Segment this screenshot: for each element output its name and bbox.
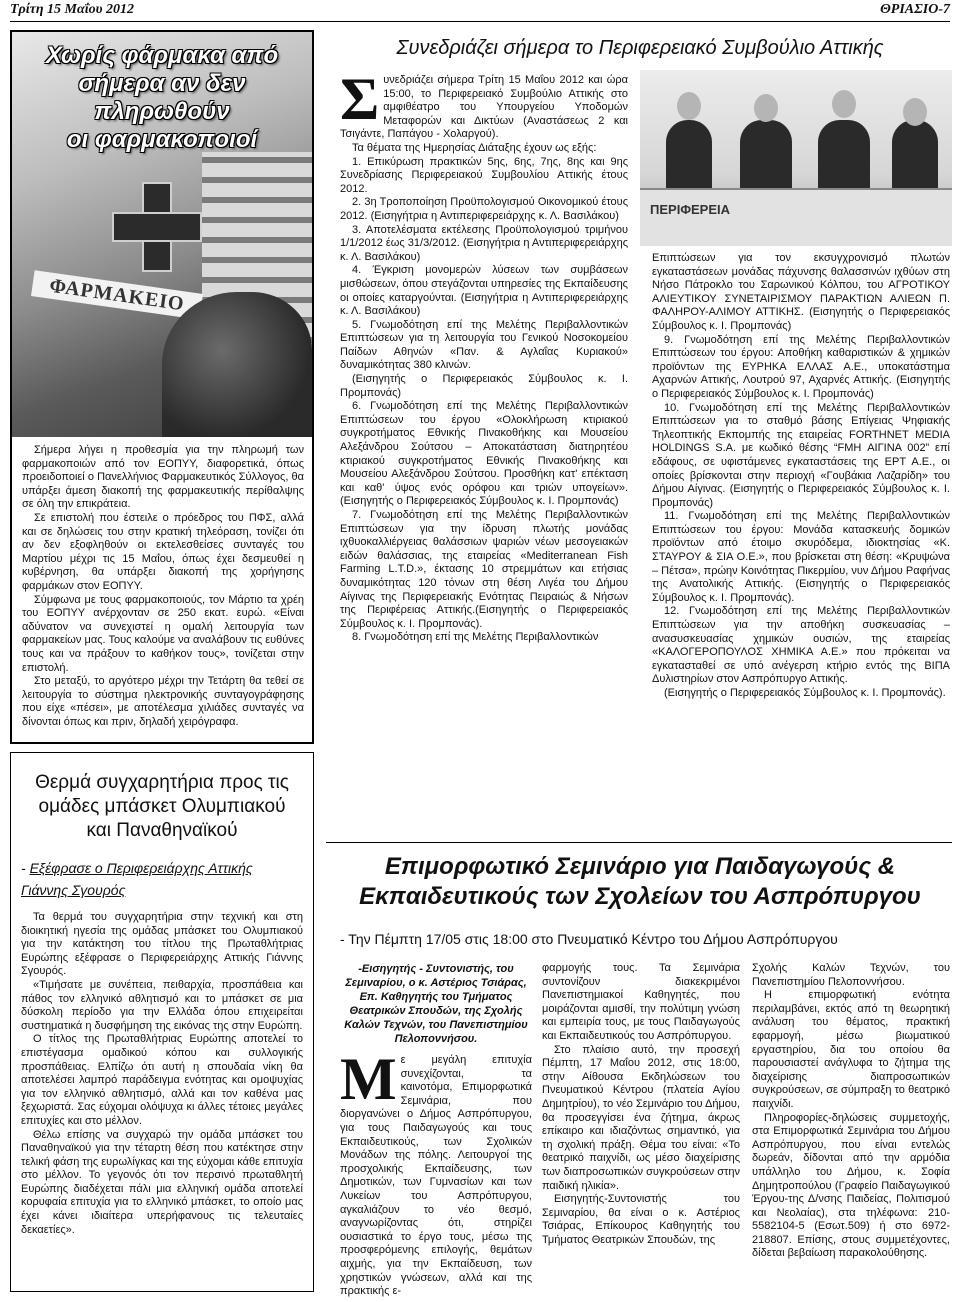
pharmacy-body xyxy=(22,444,304,729)
pharmacy-headline: Χωρίς φάρμακα από σήμερα αν δεν πληρωθούν οι φαρμακοποιοί xyxy=(45,42,279,153)
paragraph: Θέλω επίσης να συγχαρώ την ομάδα μπάσκετ του Παναθηναϊκού για την τέταρτη θέση που κατέκτησε στην τελική φάση της ευρωλίγκας και της εύχομαι κάθε επιτυχία στο μέλλον. Το γεγονός ότι τον περσινό πρωταθλητή Ευρώπης διαδέχεται πάλι μια ελληνική ομάδα αποτελεί κορυφαία επιτυχία για το ελληνικό μπάσκετ, το οποίο μας έχει κάνει ιδιαίτερα υπερήφανους τις τελευταίες δεκαετίες». xyxy=(21,1128,303,1236)
paragraph: 2. 3η Τροποποίηση Προϋπολογισμού Οικονομικού έτους 2012. (Εισηγήτρια η Αντιπεριφερειάρχης κ. Λ. Βασιλάκου) xyxy=(340,196,628,222)
paragraph: 7. Γνωμοδότηση επί της Μελέτης Περιβαλλοντικών Επιπτώσεων για την ίδρυση πλωτής μονάδας ιχθυοκαλλιέργειας θαλάσσιων ψαριών νέων μεσογειακών ειδών θαλάσσιας, της εταιρείας «Mediterranean Fish Farming L.T.D.», έκτασης 10 στρεμμάτων και ετήσιας δυναμικότητας 120 τόνων στη θέση Λιγέα του Δήμου Αίγινας της Περιφερειακής Ενότητας Πειραιώς & Νήσων της Περιφέρειας Αττικής.(Εισηγητής ο Περιφερειακός Σύμβουλος κ. Ι. Προμπονάς). xyxy=(340,509,628,630)
paragraph: 12. Γνωμοδότηση επί της Μελέτης Περιβαλλοντικών Επιπτώσεων για την αποθήκη συσκευασίας – ανασυσκευασίας χημικών ουσιών, της εταιρείας «ΚΑΛΟΓΕΡΟΠΟΥΛΟΣ ΧΗΜΙΚΑ Α.Ε.» που πρόκειται να εγκατασταθεί σε υπό ανέγερση κτήριο εντός της ΒΙΠΑ Δυλιστηρίων στον Ασπρόπυργο Αττικής. xyxy=(652,605,950,686)
council-opening: Συνεδριάζει σήμερα Τρίτη 15 Μαΐου 2012 και ώρα 15:00, το Περιφερειακό Συμβούλιο Αττικής στο αμφιθέατρο του Υπουργείου Υποδομών Μεταφορών και Δικτύων (Αναστάσεως 2 και Τσιγάντε, Παπάγου - Χολαργού). xyxy=(340,66,628,141)
paragraph: 8. Γνωμοδότηση επί της Μελέτης Περιβαλλοντικών xyxy=(352,631,599,644)
basketball-headline: Θερμά συγχαρητήρια προς τις ομάδες μπάσκετ Ολυμπιακού και Παναθηναϊκού xyxy=(35,772,289,841)
seminar-column-3 xyxy=(752,962,950,1261)
paragraph: 10. Γνωμοδότηση επί της Μελέτης Περιβαλλοντικών Επιπτώσεων για το σταθμό βάσης Επίγειας Ψηφιακής Τηλεοπτικής Εκπομπής της εταιρείας FORTHNET MEDIA HOLDINGS S.A. με κωδικό θέσης “FMH ΑΙΓΙΝΑ 002” επί εδάφους, σε υφιστάμενες εγκαταστάσεις της ΕΡΤ Α.Ε., οι οποίες βρίσκονται στην περιοχή «Γουβάκια Λαζαρίδη» του Δήμου Αίγινας. (Εισηγητής ο Περιφερειακός Σύμβουλος κ. Ι. Προμπονάς) xyxy=(652,401,950,509)
page-header xyxy=(10,0,950,22)
paragraph: Εισηγητής-Συντονιστής του Σεμιναρίου, θα είναι ο κ. Αστέριος Τσιάρας, Επίκουρος Καθηγητής του Τμήματος Θεατρικών Σπουδών, της xyxy=(542,1193,740,1246)
section-divider xyxy=(326,842,952,843)
seminar-column-1 xyxy=(340,962,532,1299)
paragraph: «Τιμήσατε με συνέπεια, πειθαρχία, προσπάθεια και πάθος τον ελληνικό αθλητισμό και το μπάσκετ σε μια δύσκολη περίοδο για την Ελλάδα όπου επιχειρείται συστηματικά η δυσφήμηση της εικόνας της στην Ευρώπη. xyxy=(21,978,303,1032)
basketball-body xyxy=(21,911,303,1237)
photo-banner-text: ΠΕΡΙΦΕΡΕΙΑ xyxy=(650,202,731,217)
paragraph: 4. Έγκριση μονομερών λύσεων των συμβάσεων μισθώσεων, όπου στεγάζονται υπηρεσίες της Εκπαίδευσης οι οποίες καταργούνται. (Εισηγήτρια η Αντιπεριφερειάρχης κ. Λ. Βασιλάκου) xyxy=(340,264,628,318)
paragraph: Τα θερμά του συγχαρητήρια στην τεχνική και στη διοικητική ηγεσία της ομάδας μπάσκετ του Ολυμπιακού για την κατάκτηση του τίτλου της Πρωταθλήτριας Ευρώπης εξέφρασε ο Περιφερειάρχης Αττικής Γιάννης Σγουρός. xyxy=(21,911,303,978)
council-column-2 xyxy=(652,252,950,701)
tree-image xyxy=(162,292,312,437)
paragraph: φαρμογής τους. Τα Σεμινάρια συντονίζουν διακεκριμένοι Πανεπιστημιακοί Καθηγητές, που μοιράζονται αμισθί, την πολύτιμη γνώση και εμπειρία τους, με τους Παιδαγωγούς και Εκπαιδευτικούς του Ασπρόπυργου. xyxy=(542,962,740,1042)
paragraph: (Εισηγητής ο Περιφερειακός Σύμβουλος κ. Ι. Προμπονάς) xyxy=(340,373,628,399)
paragraph: (Εισηγητής ο Περιφερειακός Σύμβουλος κ. Ι. Προμπονάς). xyxy=(664,687,946,699)
basketball-subheadline: - Εξέφρασε ο Περιφερειάρχης Αττικής Γιάννης Σγουρός xyxy=(21,860,253,898)
paragraph: Σήμερα λήγει η προθεσμία για την πληρωμή των φαρμακοποιών από τον ΕΟΠΥΥ, διαφορετικά, όπως προειδοποιεί ο Πανελλήνιος Φαρμακευτικός Σύλλογος, θα υπάρξει άμεση διακοπή της φαρμακευτικής περίθαλψης σε όλη την επικράτεια. xyxy=(22,444,304,511)
paragraph: 11. Γνωμοδότηση επί της Μελέτης Περιβαλλοντικών Επιπτώσεων του έργου: Μονάδα κατασκευής δομικών προϊόντων από έτοιμο σκυρόδεμα, ιδιοκτησίας «Κ. ΣΤΑΥΡΟΥ & ΣΙΑ Ο.Ε.», που βρίσκεται στη θέση: «Κρυψώνα – Πέτσα», πρώην Κοινότητας Πικερμίου, νυν Δήμου Ραφήνας της Ανατολικής Αττικής. (Εισηγητής ο Περιφερειακός Σύμβουλος κ. Ι. Προμπονάς). xyxy=(652,510,950,604)
paragraph: Τα θέματα της Ημερησίας Διάταξης έχουν ως εξής: xyxy=(352,141,597,154)
dropcap: Σ xyxy=(340,66,380,132)
paragraph: 5. Γνωμοδότηση επί της Μελέτης Περιβαλλοντικών Επιπτώσεων για τη λειτουργία του Γενικού Νοσοκομείου Παίδων Αθηνών «Παν. & Αγλαΐας Κυριακού» δυναμικότητας 380 κλινών. xyxy=(340,318,628,372)
council-photo xyxy=(640,70,952,246)
paragraph: Σε επιστολή που έστειλε ο πρόεδρος του ΠΦΣ, αλλά και σε δηλώσεις του στην κρατική τηλεόραση, τονίζει ότι αν δεν εξοφληθούν οι εκτελεσθείσες συνταγές του Μαρτίου μέχρι τις 15 Μαΐου, όπως έχει δεσμευθεί η κυβέρνηση, θα υπάρξει διακοπή της χορήγησης φαρμάκων στον ΕΟΠΥΥ. xyxy=(22,511,304,592)
paragraph: 9. Γνωμοδότηση επί της Μελέτης Περιβαλλοντικών Επιπτώσεων του έργου: Αποθήκη καθαριστικών & χημικών προϊόντων της ΕΥΡΗΚΑ ΕΛΛΑΣ Α.Ε., υποκατάστημα Αχαρνών Αττικής, Λουτρού 97, Αχαρνές Αττικής. (Εισηγητής ο Περιφερειακός Σύμβουλος κ. Ι. Προμπονάς) xyxy=(652,333,950,400)
paragraph: Σύμφωνα με τους φαρμακοποιούς, τον Μάρτιο τα χρέη του ΕΟΠΥΥ ανέρχονταν σε 250 εκατ. ευρώ. «Είναι αδύνατον να συνεχιστεί η ομαλή λειτουργία των φαρμακείων μας. Τους καλούμε να αναλάβουν τις ευθύνες τους και να πράξουν το καθήκον τους», τονίζεται στην επιστολή. xyxy=(22,593,304,674)
person-image xyxy=(892,120,938,190)
paragraph: Στο μεταξύ, το αργότερο μέχρι την Τετάρτη θα τεθεί σε λειτουργία το σύστημα ηλεκτρονικής συνταγογράφησης που είχε «πέσει», με αποτέλεσμα χιλιάδες συνταγές να δίνονται όπως και πριν, δηλαδή χειρόγραφα. xyxy=(22,675,304,728)
person-image xyxy=(740,120,792,190)
basketball-article xyxy=(10,752,314,1292)
pharmacy-sign: ΦΑΡΜΑΚΕΙΟ xyxy=(31,270,203,319)
seminar-column-2 xyxy=(542,962,740,1247)
paragraph: Επιπτώσεων για τον εκσυγχρονισμό πλωτών εγκαταστάσεων μονάδας πάχυνσης θαλασσινών ιχθύων στη Νήσο Πάτροκλο του Σαρωνικού Κόλπου, του ΑΓΡΟΤΙΚΟΥ ΑΛΙΕΥΤΙΚΟΥ ΣΥΝΕΤΑΙΡΙΣΜΟΥ ΠΑΡΑΚΤΙΩΝ ΑΛΙΕΩΝ Π. ΦΑΛΗΡΟΥ-ΑΛΙΜΟΥ ΑΤΤΙΚΗΣ. (Εισηγητής ο Περιφερειακός Σύμβουλος κ. Ι. Προμπονάς) xyxy=(652,252,950,332)
seminar-intro: -Εισηγητής - Συντονιστής, του Σεμιναρίου, ο κ. Αστέριος Τσιάρας, Επ. Καθηγητής του Τμήματος Θεατρικών Σπουδών, της Σχολής Καλών Τεχνών, του Πανεπιστημίου Πελοποννήσου. xyxy=(344,963,528,1045)
seminar-headline: Επιμορφωτικό Σεμινάριο για Παιδαγωγούς & Εκπαιδευτικούς των Σχολείων του Ασπρόπυργου xyxy=(359,853,921,910)
person-image xyxy=(666,120,712,190)
paragraph: 3. Αποτελέσματα εκτέλεσης Προϋπολογισμού τριμήνου 1/1/2012 έως 31/3/2012. (Εισηγήτρια η Αντιπεριφερειάρχης κ. Λ. Βασιλάκου) xyxy=(340,223,628,263)
paragraph: Πληροφορίες-δηλώσεις συμμετοχής, στα Επιμορφωτικά Σεμινάρια του Δήμου Ασπρόπυργου, που είναι εντελώς δωρεάν, δίδονται από την αρμόδια υπάλληλο του Δήμου, κ. Σοφία Δημητροπούλου (Γραφείο Παιδαγωγικού Έργου-της Δ/νσης Παιδείας, Πολιτισμού και Νεολαίας), στα τηλέφωνα: 210- 5582104-5 (Εσωτ.509) ή στο 6972-218807. Επίσης, στους συμμετέχοντες, δίδεται βεβαίωση παρακολούθησης. xyxy=(752,1111,950,1260)
paragraph: Ο τίτλος της Πρωταθλήτριας Ευρώπης αποτελεί το επιστέγασμα ομαδικού κόπου και συλλογικής προσπάθειας. Ελπίζω ότι αυτή η σπουδαία νίκη θα αποτελέσει λαμπρό παράδειγμα ενότητας και ομοψυχίας για τον ελληνικό αθλητισμό, αλλά και τον καθένα μας ξεχωριστά. Σας εύχομαι ολόψυχα κι άλλες τέτοιες μεγάλες επιτυχίες και στο μέλλον. xyxy=(21,1033,303,1127)
person-image xyxy=(818,120,870,190)
paragraph: 1. Επικύρωση πρακτικών 5ης, 6ης, 7ης, 8ης και 9ης Συνεδρίασης Περιφερειακού Συμβουλίου Αττικής έτους 2012. xyxy=(340,155,628,195)
seminar-subheadline: - Την Πέμπτη 17/05 στις 18:00 στο Πνευματικό Κέντρο του Δήμου Ασπρόπυργου xyxy=(340,931,838,947)
paragraph: 6. Γνωμοδότηση επί της Μελέτης Περιβαλλοντικών Επιπτώσεων του έργου «Ολοκλήρωση κτιριακού συγκροτήματος Εθνικής Πινακοθήκης και Μουσείου Αλεξάνδρου Σούτσου – Αποκατάσταση διατηρητέου κτιριακού συγκροτήματος Εθνικής Πινακοθήκης και Μουσείου Αλεξάνδρου Σούτσου. Προσθήκη κατ' επέκταση και καθ' ύψος ενός ορόφου και τριών υπογείων». (Εισηγητής ο Περιφερειακός Σύμβουλος κ. Ι. Προμπονάς) xyxy=(340,400,628,508)
paragraph: Στο πλαίσιο αυτό, την προσεχή Πέμπτη, 17 Μαΐου 2012, στις 18:00, στην Αίθουσα Εκδηλώσεων του Πνευματικού Κέντρου (πλατεία Αγίου Δημητρίου), το νέο Σεμινάριο του Δήμου, θα προσεγγίσει ένα ζήτημα, άκρως επίκαιρο και ιδιαζόντως σημαντικό, για τη σχολική πράξη. Θέμα του είναι: «Το θεατρικό παιχνίδι, ως μέσο διαχείρισης των διαπροσωπικών συγκρούσεων στην παιδική ηλικία». xyxy=(542,1043,740,1192)
paragraph: Σχολής Καλών Τεχνών, του Πανεπιστημίου Πελοποννήσου. xyxy=(752,962,950,988)
issue-date: Τρίτη 15 Μαΐου 2012 xyxy=(10,2,134,17)
council-headline: Συνεδριάζει σήμερα το Περιφερειακό Συμβούλιο Αττικής xyxy=(396,37,884,59)
council-column-1 xyxy=(340,66,628,645)
pharmacy-article xyxy=(10,30,314,744)
paragraph: Η επιμορφωτική ενότητα περιλαμβάνει, εκτός από τη θεωρητική ανάλυση του θέματος, πρακτική εφαρμογή, μέσω βιωματικού εργαστηρίου, δια του οποίου θα παρουσιαστεί ανάγλυφα το ζήτημα της διαχείρισης διαπροσωπικών συγκρούσεων, σε σύμπραξη το θεατρικό παιχνίδι. xyxy=(752,989,950,1110)
dropcap: Μ xyxy=(340,1046,397,1112)
pharmacy-cross-icon xyxy=(112,182,202,272)
seminar-opening: Με μεγάλη επιτυχία συνεχίζονται, τα καινοτόμα, Επιμορφωτικά Σεμινάρια, που διοργανώνει ο Δήμος Ασπρόπυργου, για τους Παιδαγωγούς και τους Εκπαιδευτικούς, των Σχολικών Μονάδων της πόλης. Λειτουργοί της προσχολικής Εκπαίδευσης, των Δημοτικών, των Γυμνασίων και των Λυκείων του Ασπρόπυργου, αγκαλιάζουν το νέο θεσμό, αναγνωρίζοντας ότι, στηρίζει ουσιαστικά το έργο τους, μέσω της προσφερόμενης επιλογής, θεμάτων αιχμής, για την Εκπαίδευση, των χρηστικών γνώσεων, αλλά και της πρακτικής ε- xyxy=(340,1046,532,1298)
page-number: ΘΡΙΑΣΙΟ-7 xyxy=(880,2,950,17)
